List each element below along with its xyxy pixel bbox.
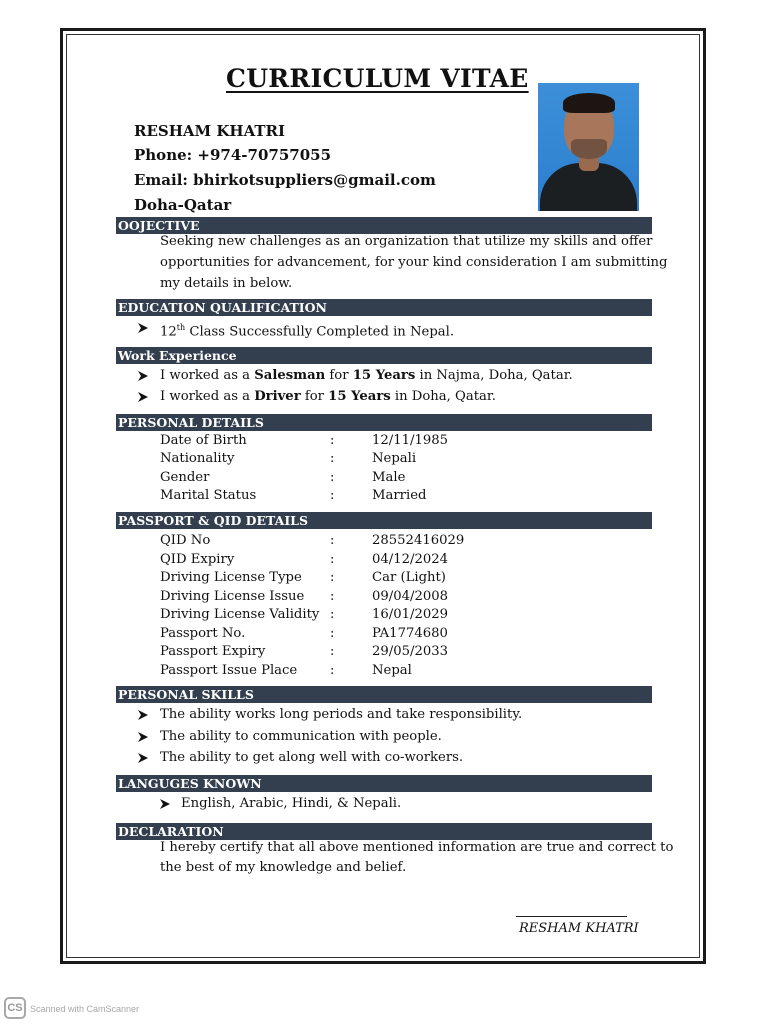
work-text: I worked as a [160, 389, 255, 404]
detail-colon: : [330, 626, 335, 641]
languages-item: English, Arabic, Hindi, & Nepali. [181, 796, 402, 811]
objective-line: opportunities for advancement, for your kind consideration I am submitting [160, 255, 668, 270]
detail-value: 09/04/2008 [372, 589, 449, 604]
detail-colon: : [330, 552, 335, 567]
detail-value: 28552416029 [372, 533, 465, 548]
arrowhead-bullet-icon [138, 728, 148, 742]
camscanner-logo-icon: CS [4, 997, 26, 1019]
arrowhead-bullet-icon [138, 319, 148, 333]
detail-label: Passport No. [160, 626, 246, 641]
section-objective-heading: OOJECTIVE [116, 217, 652, 234]
detail-label: Driving License Type [160, 570, 302, 585]
education-item [160, 319, 454, 341]
work-text: in Doha, Qatar. [390, 389, 496, 404]
detail-value: 16/01/2029 [372, 607, 449, 622]
work-text: I worked as a [160, 368, 255, 383]
detail-colon: : [330, 589, 335, 604]
work-role: Salesman [254, 368, 326, 383]
work-duration: 15 Years [328, 389, 391, 404]
detail-value: 12/11/1985 [372, 433, 449, 448]
section-passport-heading: PASSPORT & QID DETAILS [116, 512, 652, 529]
photo-beard [571, 139, 607, 159]
arrowhead-bullet-icon [138, 749, 148, 763]
detail-colon: : [330, 451, 335, 466]
section-education-heading: EDUCATION QUALIFICATION [116, 299, 652, 316]
document-title: CURRICULUM VITAE [226, 64, 529, 93]
detail-label: Gender [160, 470, 210, 485]
detail-label: Driving License Validity [160, 607, 320, 622]
objective-line: Seeking new challenges as an organization that utilize my skills and offer [160, 234, 653, 249]
objective-line: my details in below. [160, 276, 293, 291]
detail-label: Passport Expiry [160, 644, 266, 659]
section-work-heading: Work Experience [116, 347, 652, 364]
detail-value: PA1774680 [372, 626, 448, 641]
work-text: for [300, 389, 329, 404]
education-item-text: Class Successfully Completed in Nepal. [185, 324, 455, 340]
phone-line: Phone: +974-70757055 [134, 146, 331, 164]
arrowhead-bullet-icon [160, 795, 170, 809]
work-item [160, 388, 496, 406]
declaration-line: I hereby certify that all above mentioned information are true and correct to [160, 840, 674, 855]
detail-colon: : [330, 488, 335, 503]
detail-colon: : [330, 607, 335, 622]
detail-value: 04/12/2024 [372, 552, 449, 567]
detail-colon: : [330, 644, 335, 659]
education-grade-suffix: th [176, 323, 186, 332]
skill-item: The ability to communication with people. [160, 729, 442, 744]
detail-value: Nepal [372, 663, 412, 678]
detail-value: Male [372, 470, 406, 485]
section-declaration-heading: DECLARATION [116, 823, 652, 840]
section-languages-heading: LANGUGES KNOWN [116, 775, 652, 792]
camscanner-watermark: Scanned with CamScanner [30, 1004, 140, 1014]
detail-label: QID No [160, 533, 211, 548]
declaration-line: the best of my knowledge and belief. [160, 860, 407, 875]
photo-hair [563, 93, 615, 113]
email-line: Email: bhirkotsuppliers@gmail.com [134, 171, 436, 189]
detail-colon: : [330, 663, 335, 678]
applicant-name: RESHAM KHATRI [134, 122, 286, 140]
signature-line [516, 916, 627, 917]
detail-colon: : [330, 470, 335, 485]
detail-label: Passport Issue Place [160, 663, 298, 678]
skill-item: The ability to get along well with co-workers. [160, 750, 464, 765]
detail-value: Married [372, 488, 427, 503]
work-item [160, 367, 573, 385]
education-grade-number: 12 [160, 324, 177, 340]
arrowhead-bullet-icon [138, 388, 148, 402]
detail-value: 29/05/2033 [372, 644, 449, 659]
detail-label: Marital Status [160, 488, 257, 503]
section-personal-heading: PERSONAL DETAILS [116, 414, 652, 431]
detail-colon: : [330, 533, 335, 548]
detail-value: Car (Light) [372, 570, 446, 585]
work-text: in Najma, Doha, Qatar. [415, 368, 573, 383]
detail-colon: : [330, 433, 335, 448]
detail-label: QID Expiry [160, 552, 235, 567]
work-role: Driver [254, 389, 301, 404]
detail-label: Driving License Issue [160, 589, 305, 604]
arrowhead-bullet-icon [138, 706, 148, 720]
profile-photo [538, 83, 639, 211]
work-text: for [325, 368, 353, 383]
detail-colon: : [330, 570, 335, 585]
work-duration: 15 Years [352, 368, 416, 383]
section-skills-heading: PERSONAL SKILLS [116, 686, 652, 703]
arrowhead-bullet-icon [138, 367, 148, 381]
skill-item: The ability works long periods and take responsibility. [160, 707, 523, 722]
location-line: Doha-Qatar [134, 196, 232, 214]
signature-name: RESHAM KHATRI [519, 921, 639, 936]
detail-value: Nepali [372, 451, 417, 466]
detail-label: Date of Birth [160, 433, 247, 448]
detail-label: Nationality [160, 451, 235, 466]
